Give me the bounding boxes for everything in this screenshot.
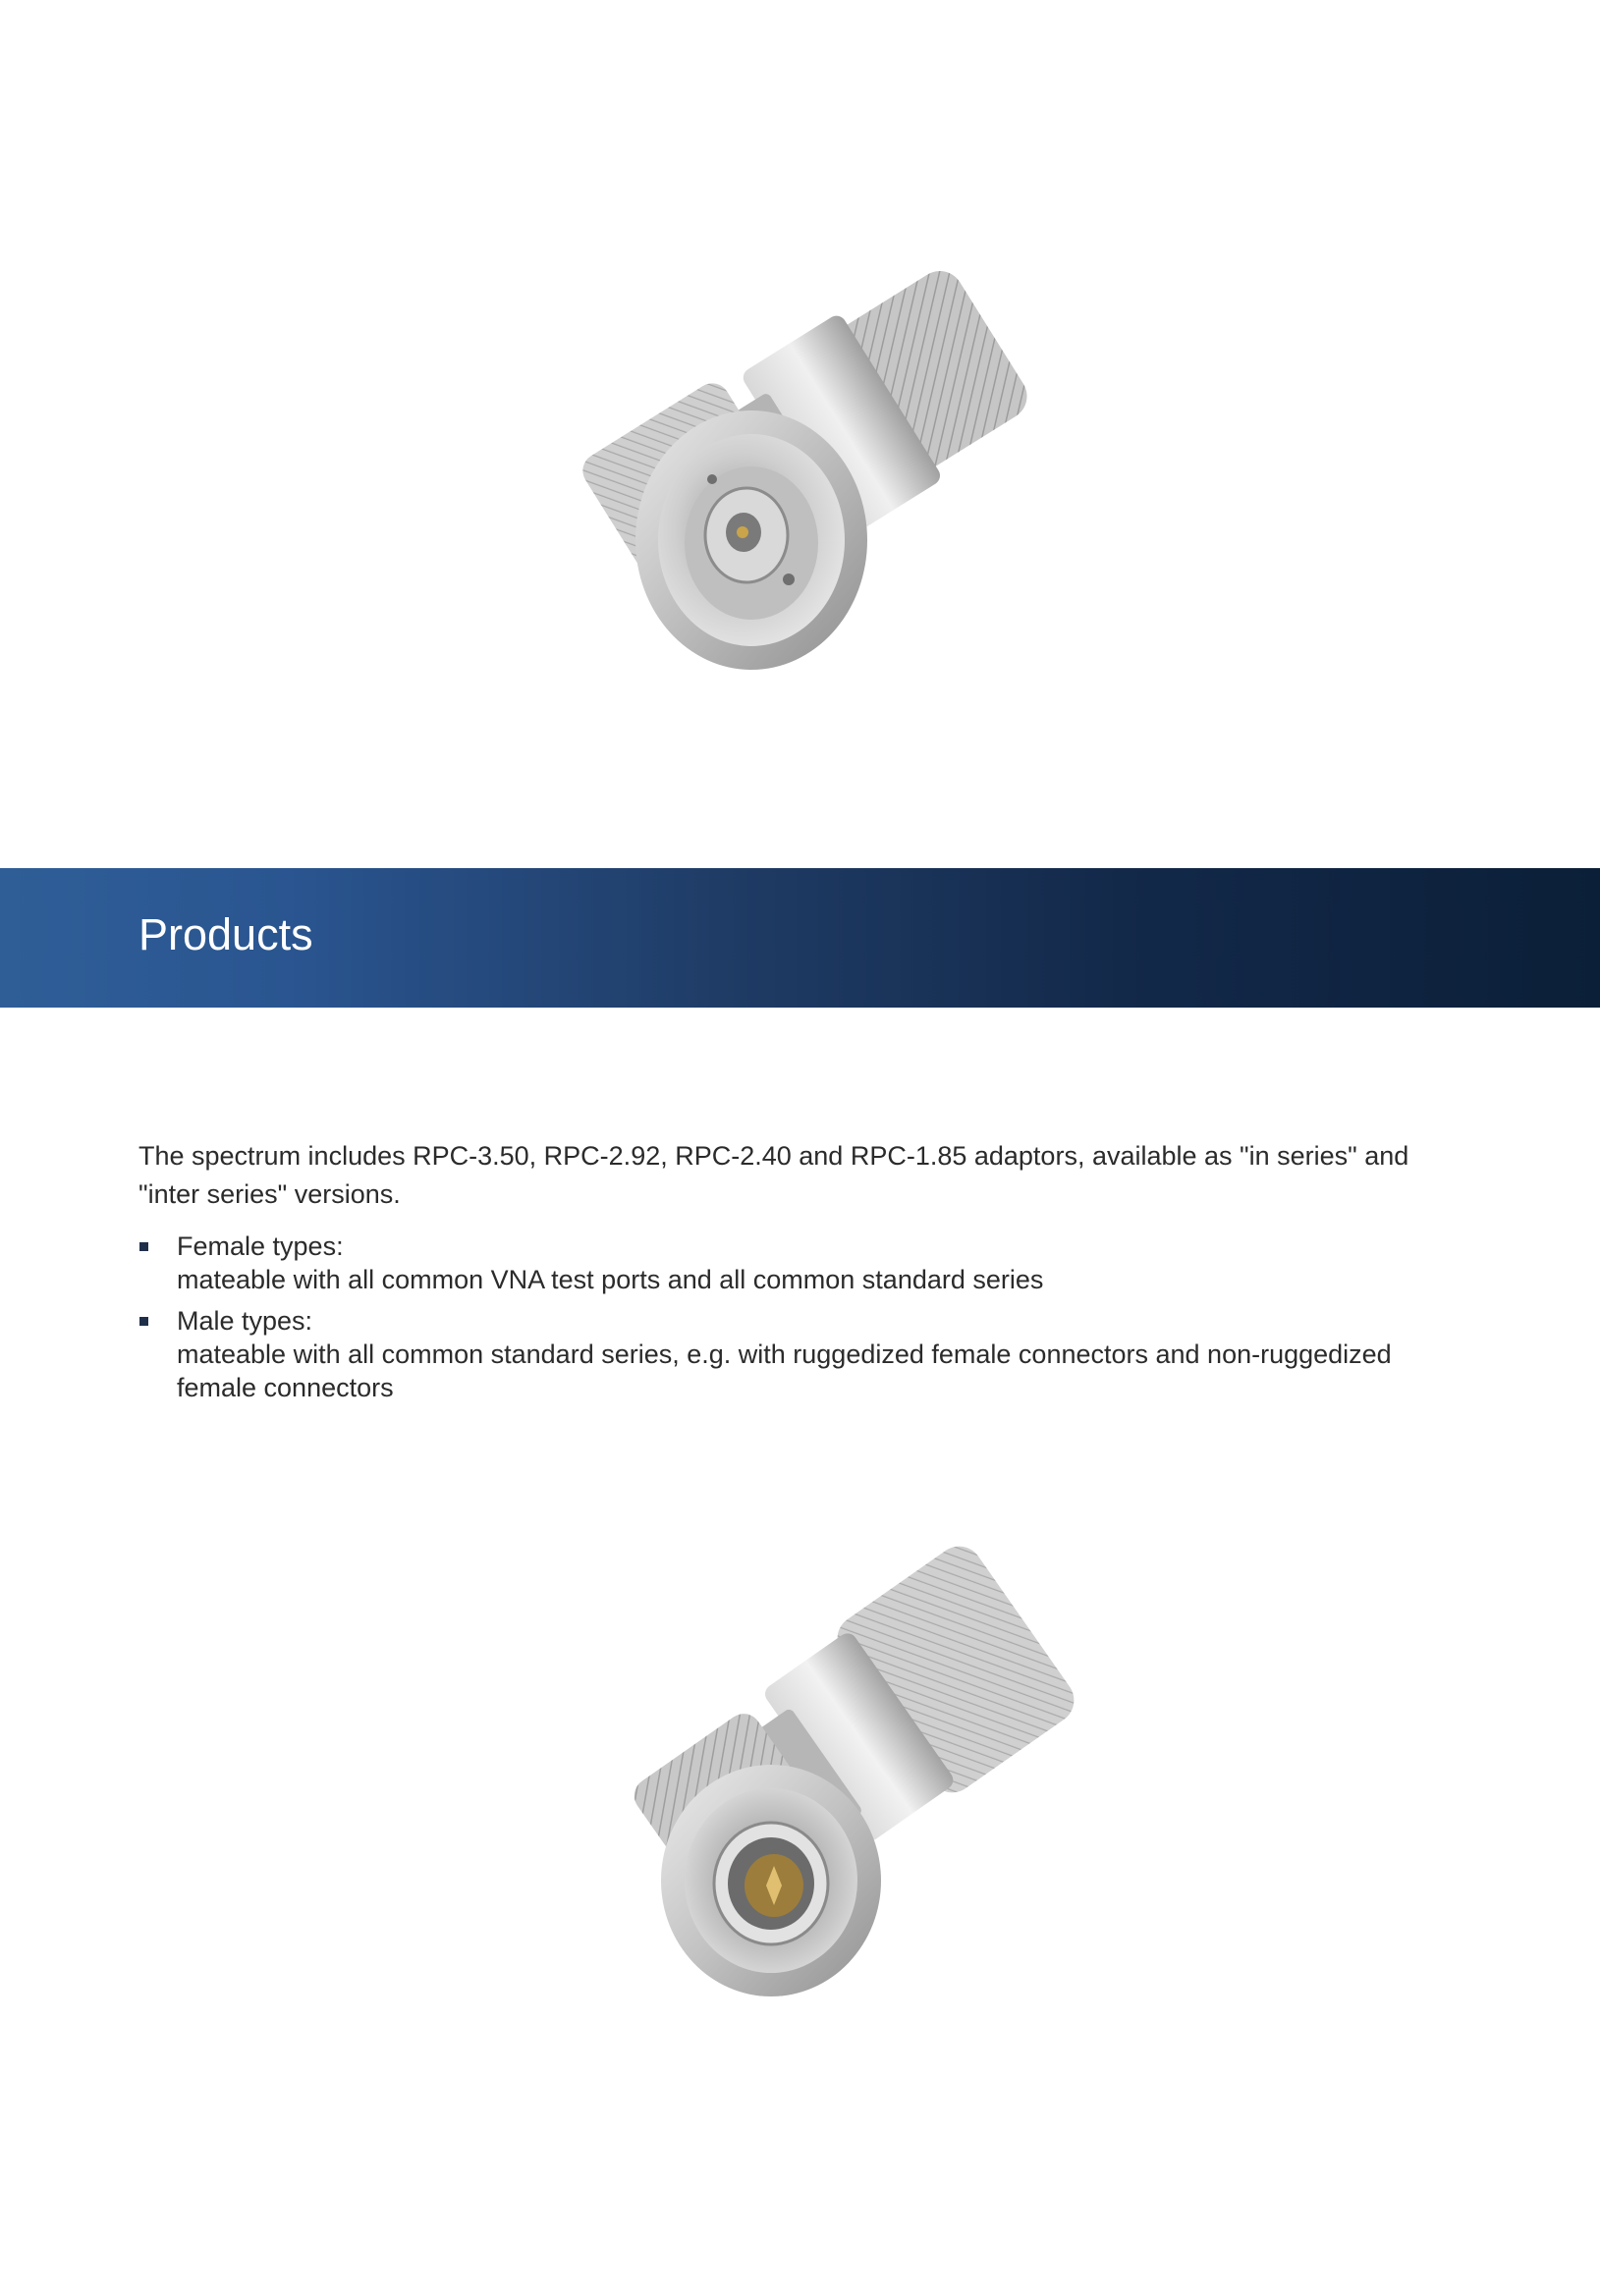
intro-paragraph: The spectrum includes RPC-3.50, RPC-2.92, RPC-2.40 and RPC-1.85 adaptors, available as "in series" and "inter series" versions.	[138, 1141, 1409, 1209]
bullet-title: Male types:	[177, 1306, 313, 1336]
bullet-text: mateable with all common VNA test ports and all common standard series	[177, 1265, 1044, 1294]
section-banner	[0, 868, 1600, 1008]
adaptor-photo-female	[511, 167, 1159, 776]
bullet-female-types	[138, 1230, 1474, 1296]
bullet-text: mateable with all common standard series, e.g. with ruggedized female connectors and non-ruggedized female connectors	[177, 1339, 1392, 1402]
square-bullet-icon	[139, 1317, 148, 1326]
bullet-male-types	[138, 1304, 1474, 1404]
adaptor-photo-male	[550, 1493, 1179, 2082]
square-bullet-icon	[139, 1242, 148, 1251]
products-description	[138, 1137, 1474, 1412]
bullet-title: Female types:	[177, 1231, 344, 1261]
section-title: Products	[138, 909, 313, 959]
bullet-list	[138, 1230, 1474, 1404]
